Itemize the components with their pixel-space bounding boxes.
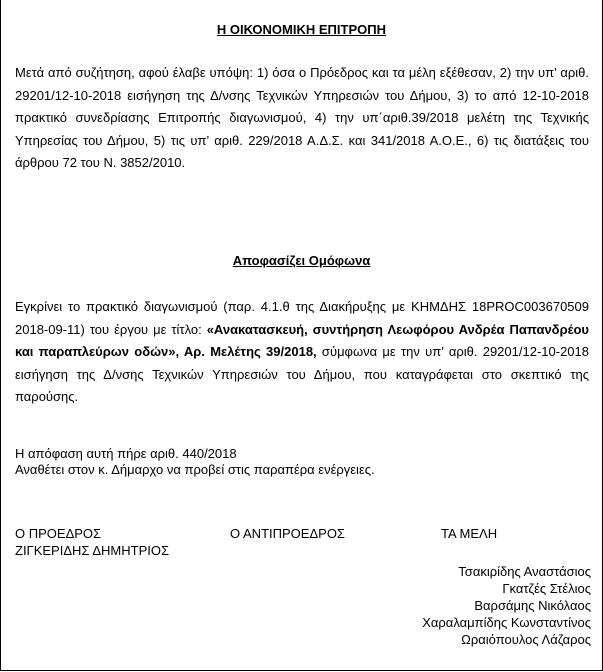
member-name: Χαραλαμπίδης Κωνσταντίνος <box>422 615 591 630</box>
members-list <box>422 563 591 648</box>
president-label: Ο ΠΡΟΕΔΡΟΣ <box>15 526 102 541</box>
members-label: ΤΑ ΜΕΛΗ <box>441 526 498 541</box>
member-name: Ωραιόπουλος Λάζαρος <box>461 632 591 647</box>
decision-number-line: Η απόφαση αυτή πήρε αριθ. 440/2018 <box>15 446 237 461</box>
project-title: «Ανακατασκευή, συντήρηση Λεωφόρου Ανδρέα Παπανδρέου και παραπλεύρων οδών», Αρ. Μελέτης 39/2018, <box>15 321 589 359</box>
member-name: Γκατζές Στέλιος <box>502 581 591 596</box>
decision-paragraph <box>15 296 589 409</box>
vice-president-label: Ο ΑΝΤΙΠΡΟΕΔΡΟΣ <box>230 526 345 541</box>
member-name: Τσακιρίδης Αναστάσιος <box>458 564 591 579</box>
committee-title: Η ΟΙΚΟΝΟΜΙΚΗ ΕΠΙΤΡΟΠΗ <box>216 22 387 37</box>
member-name: Βαρσάμης Νικόλαος <box>474 598 591 613</box>
decision-heading: Αποφασίζει Ομόφωνα <box>232 253 371 268</box>
assignment-line: Αναθέτει στον κ. Δήμαρχο να προβεί στις παραπέρα ενέργειες. <box>15 462 375 477</box>
decision-text-part2: σύμφωνα με την υπ’ αριθ. 29201/12-10-2018 εισήγηση της Δ/νσης Τεχνικών Υπηρεσιών του Δήμου, που καταγράφεται στο σκεπτικό της παρούσης. <box>15 344 589 404</box>
decision-text-part1: Εγκρίνει το πρακτικό διαγωνισμού (παρ. 4.1.θ της Διακήρυξης με ΚΗΜΔΗΣ 18PROC003670509 2018-09-11) του έργου με τίτλο: <box>15 299 589 337</box>
intro-paragraph: Μετά από συζήτηση, αφού έλαβε υπόψη: 1) όσα ο Πρόεδρος και τα μέλη εξέθεσαν, 2) την υπ’ αριθ. 29201/12-10-2018 εισήγηση της Δ/νσης Τεχνικών Υπηρεσιών του Δήμου, 3) το από 12-10-2018 πρακτικό συνεδρίασης Επιτροπής διαγωνισμού, 4) την υπ΄αριθ.39/2018 μελέτη της Τεχνικής Υπηρεσίας του Δήμου, 5) τις υπ’ αριθ. 229/2018 Α.Δ.Σ. και 341/2018 Α.Ο.Ε., 6) τις διατάξεις του άρθρου 72 του Ν. 3852/2010. <box>15 65 589 170</box>
president-name: ΖΙΓΚΕΡΙΔΗΣ ΔΗΜΗΤΡΙΟΣ <box>15 543 170 558</box>
